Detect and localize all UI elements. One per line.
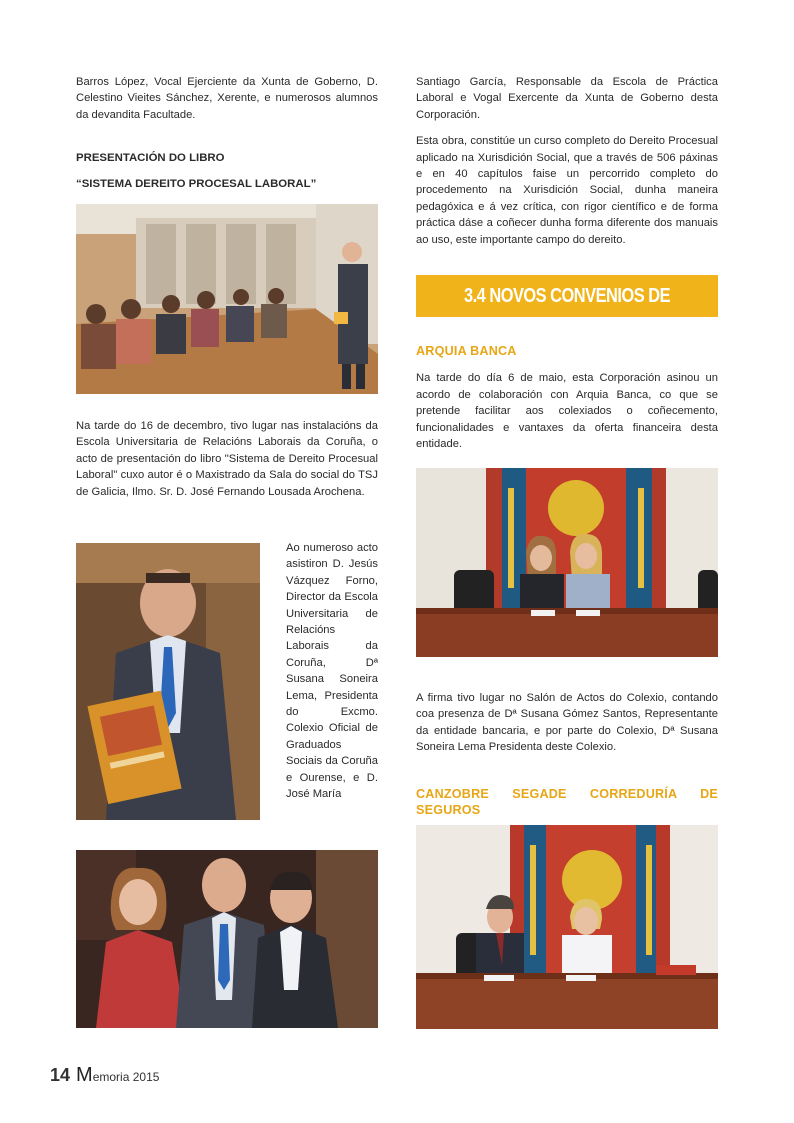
- arquia-text: Na tarde do día 6 de maio, esta Corporación asinou un acordo de colaboración con Arquia Banca, co que se pretende facilitar aos colexiados o coñecemento, funcionalidades e vantaxes da oferta financeira desta entidade.: [416, 372, 718, 451]
- arquia-title: ARQUIA BANCA: [416, 344, 517, 358]
- book-description: Esta obra, constitúe un curso completo do Dereito Procesual aplicado na Xurisdición Social, que a través de 506 páxinas e en 40 capítulos faise un percorrido completo do procedemento na Xurisdición Social, dunha maneira pedagóxica e á vez crítica, con rigor científico e de forma práctica dáse a coñecer dunha forma diferente dos manuais ao uso, este importante campo do dereito.: [416, 135, 718, 246]
- arquia-signing-photo: [416, 468, 718, 657]
- presentation-paragraph-block: [76, 418, 378, 510]
- section-banner: [416, 275, 718, 349]
- attendees-narrow-text: Ao numeroso acto asistiron D. Jesús Vázquez Forno, Director da Escola Universitaria de Relacións Laborais da Coruña, Dª Susana Soneira Lema, Presidenta do Excmo. Colexio Oficial de Graduados Sociais da Coruña e Ourense, e D. José María: [286, 542, 378, 801]
- presentation-paragraph: Na tarde do 16 de decembro, tivo lugar nas instalacións da Escola Universitaria de Relacións Laborais da Coruña, o acto de presentación do libro "Sistema de Dereito Procesual Laboral" cuxo autor é o Maxistrado da Sala do social do TSJ de Galicia, Ilmo. Sr. D. José Fernando Lousada Arochena.: [76, 420, 378, 498]
- left-intro-block: [76, 74, 378, 133]
- footer-title: emoria 2015: [92, 1070, 160, 1084]
- page-footer: [50, 1064, 159, 1087]
- canzobre-signing-photo: [416, 825, 718, 1029]
- canzobre-title: CANZOBRE SEGADE CORREDURÍA DE SEGUROS: [416, 787, 718, 818]
- firma-text: A firma tivo lugar no Salón de Actos do Colexio, contando coa presenza de Dª Susana Gómez Santos, Representante da entidade bancaria, e por parte do Colexio, Dª Susana Soneira Lema Presidenta deste Colexio.: [416, 692, 718, 754]
- section-banner-text: 3.4 NOVOS CONVENIOS DE COLABORACIÓN: [463, 285, 671, 349]
- three-people-photo: [76, 850, 378, 1028]
- lecture-hall-photo: [76, 204, 378, 394]
- author-with-book-photo: [76, 543, 260, 820]
- left-intro-text: Barros López, Vocal Ejerciente da Xunta de Goberno, D. Celestino Vieites Sánchez, Xerente, e numerosos alumnos da devandita Facultade.: [76, 76, 378, 121]
- canzobre-section: [416, 786, 718, 829]
- footer-initial: M: [76, 1064, 93, 1086]
- book-heading-line2: “SISTEMA DEREITO PROCESAL LABORAL”: [76, 178, 317, 190]
- firma-block: [416, 690, 718, 766]
- right-intro-block: [416, 74, 718, 258]
- book-heading-line1: PRESENTACIÓN DO LIBRO: [76, 152, 225, 164]
- right-intro-text: Santiago García, Responsable da Escola de Práctica Laboral e Vogal Exercente da Xunta de Goberno desta Corporación.: [416, 76, 718, 121]
- page-number: 14: [50, 1065, 71, 1085]
- arquia-section: [416, 343, 718, 462]
- book-heading: [76, 150, 378, 202]
